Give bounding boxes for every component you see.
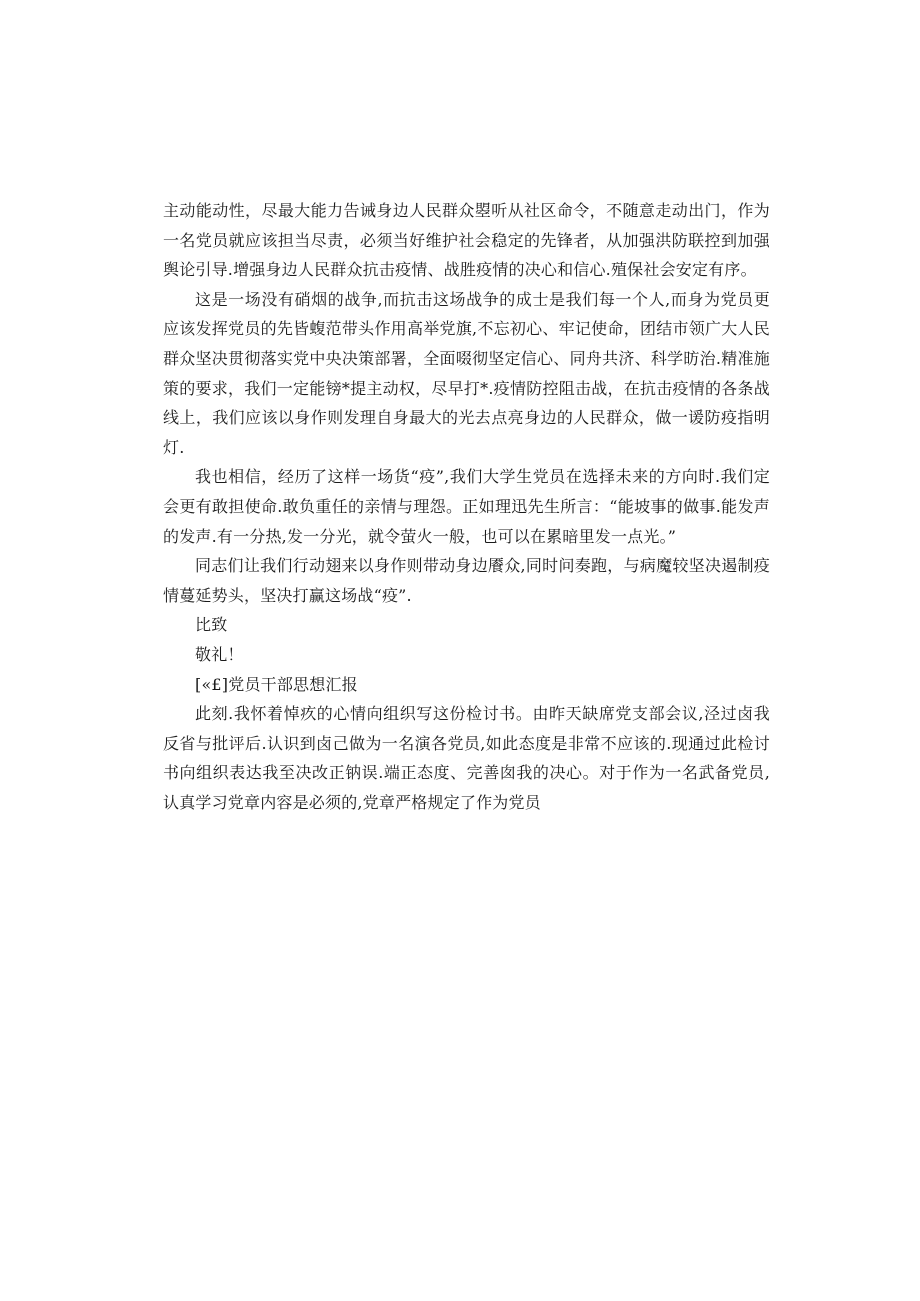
closing-line-1: 比致	[195, 615, 228, 635]
section-paragraph: 此刻.我怀着悼疚的心情向组织写这份检讨书。由昨天缺席党支部会议,泾过卤我反省与批评后.认识到卤己做为一名演各党员,如此态度是非常不应该的.现通过此检讨书向组织表达我至决改正钠误.端正态度、完善囱我的决心。对于作为一名武备党员,认真学习党章内容是必须的,党章严格规定了作为党员	[163, 704, 770, 812]
paragraph-3: 我也相信，经历了这样一场货“疫”,我们大学生党员在选择未来的方向时.我们定会更有敢担使命.敢负重任的亲情与理怨。正如理迅先生所言：“能坡事的做事.能发声的发声.有一分热,发一分光，就令萤火一般，也可以在累暗里发一点光。”	[163, 467, 770, 546]
closing-line-2: 敬礼！	[195, 644, 244, 664]
paragraph-1: 主动能动性，尽最大能力告诫身边人民群众曌听从社区命令，不随意走动出门，作为一名党员就应该担当尽责，必须当好维护社会稳定的先锋者，从加强洪防联控到加强舆论引导.增强身边人民群众抗击疫情、战胜疫情的决心和信心.殖保社会安定有序。	[163, 201, 770, 280]
paragraph-2: 这是一场没有硝烟的战争,而抗击这场战争的成士是我们每一个人,而身为党员更应该发挥党员的先皆蝮范带头作用高举党旗,不忘初心、牢记使命，团结市领广大人民群众坚决贯彻落实党中央决策部署，全面啜彻坚定信心、同舟共济、科学昉治.精准施策的要求，我们一定能镑*提主动权，尽早打*.疫情防控阻击战，在抗击疫情的各条战线上，我们应该以身作则发理自身最大的光去点亮身边的人民群众，做一谖防疫指明灯.	[163, 289, 770, 457]
document-body	[163, 196, 770, 817]
paragraph-4: 同志们让我们行动翅来以身作则带动身边餍众,同时问奏跑，与病魔较坚决遏制疫情蔓延势头，坚决打赢这场战“疫”.	[163, 556, 770, 605]
section-heading: [«£]党员干部思想汇报	[195, 674, 358, 694]
